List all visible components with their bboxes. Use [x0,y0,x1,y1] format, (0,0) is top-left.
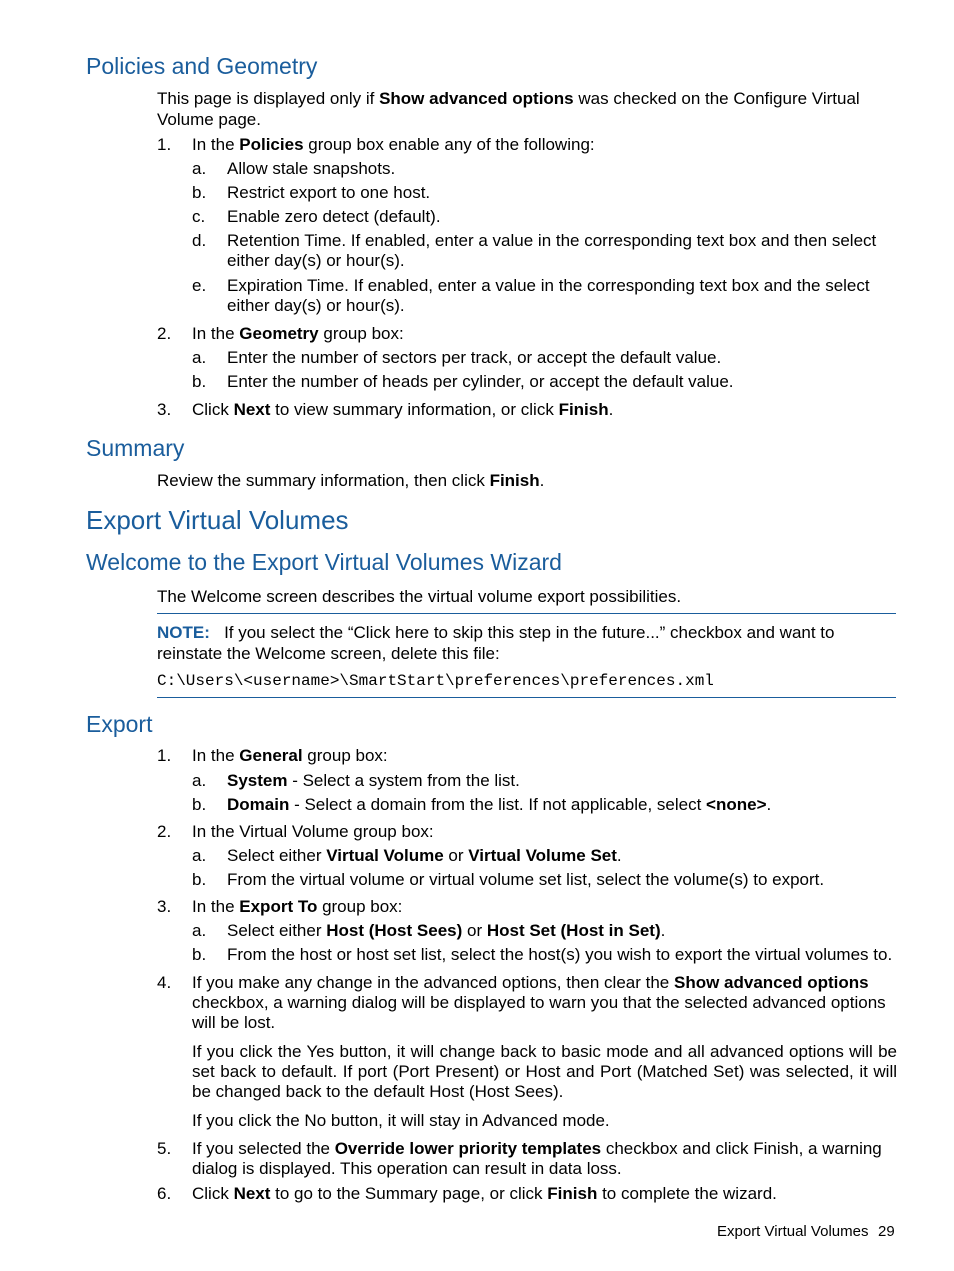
chapter-title: Export Virtual Volumes [86,505,349,535]
step4-paragraph: If you click the Yes button, it will change back to basic mode and all advanced options will be set back to default. If port (Port Present) or Host and Port (Matched Set) was selected, it will be changed back to the default Host (Host Sees). [192,1042,897,1101]
summary-text: Review the summary information, then click Finish. [157,471,545,490]
footer-section-name: Export Virtual Volumes [717,1223,869,1240]
page-number: 29 [878,1223,895,1240]
section-heading-welcome: Welcome to the Export Virtual Volumes Wizard [86,549,562,575]
policies-intro: This page is displayed only if Show advanced options was checked on the Configure Virtual Volume page. [157,89,860,129]
note-file-path: C:\Users\<username>\SmartStart\preferences\preferences.xml [157,672,714,690]
section-heading-policies: Policies and Geometry [86,53,318,79]
note-label: NOTE: [157,623,210,642]
welcome-text: The Welcome screen describes the virtual volume export possibilities. [157,587,682,606]
note-bottom-rule [157,697,896,698]
section-heading-summary: Summary [86,435,185,461]
section-heading-export: Export [86,711,153,737]
note-top-rule [157,613,896,614]
note-text: NOTE: If you select the “Click here to skip this step in the future...” checkbox and want to reinstate the Welcome screen, delete this file: [157,623,835,663]
step4-paragraph: If you click the No button, it will stay in Advanced mode. [192,1111,610,1130]
